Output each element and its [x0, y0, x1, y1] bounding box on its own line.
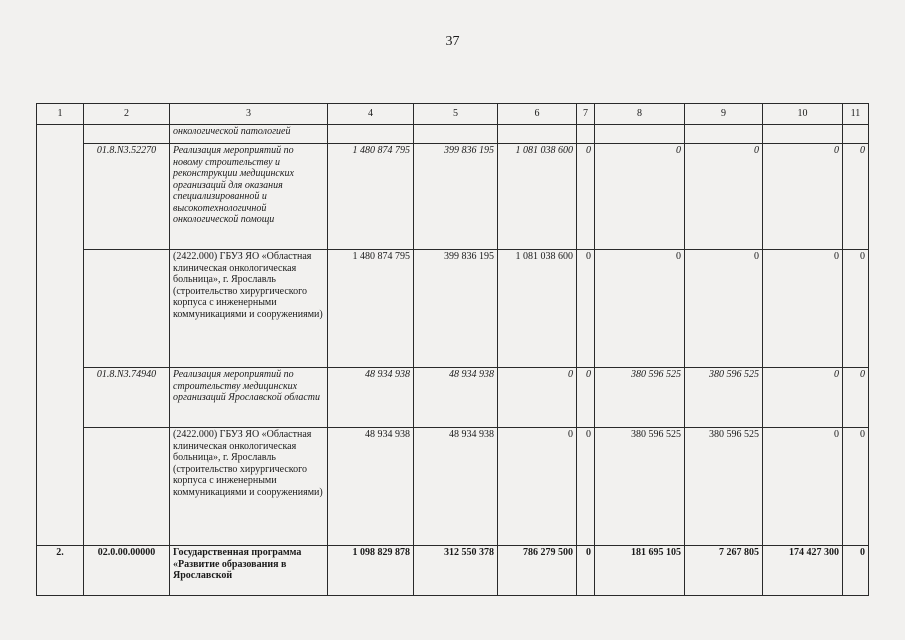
code-cell: 02.0.00.00000: [84, 546, 170, 596]
code-cell: 01.8.N3.74940: [84, 368, 170, 428]
value-cell: [685, 125, 763, 144]
table-row: [37, 428, 869, 546]
value-cell: 48 934 938: [414, 428, 498, 546]
value-cell: 0: [763, 368, 843, 428]
page-number: 37: [445, 34, 460, 49]
name-cell: Государственная программа «Развитие образования в Ярославской: [170, 546, 328, 596]
value-cell: [328, 125, 414, 144]
value-cell: 48 934 938: [328, 368, 414, 428]
code-cell: [84, 428, 170, 546]
value-cell: 1 081 038 600: [498, 144, 577, 250]
table-row: [37, 250, 869, 368]
header-cell: 7: [577, 104, 595, 125]
value-cell: 380 596 525: [595, 368, 685, 428]
header-cell: 3: [170, 104, 328, 125]
value-cell: 0: [577, 250, 595, 368]
header-cell: 2: [84, 104, 170, 125]
value-cell: 0: [685, 144, 763, 250]
value-cell: 1 098 829 878: [328, 546, 414, 596]
value-cell: 0: [577, 428, 595, 546]
value-cell: 181 695 105: [595, 546, 685, 596]
value-cell: 0: [843, 250, 869, 368]
value-cell: [414, 125, 498, 144]
value-cell: 786 279 500: [498, 546, 577, 596]
value-cell: 0: [763, 250, 843, 368]
value-cell: 0: [577, 368, 595, 428]
value-cell: 0: [498, 368, 577, 428]
value-cell: 380 596 525: [685, 428, 763, 546]
name-cell: (2422.000) ГБУЗ ЯО «Областная клиническая онкологическая больница», г. Ярославль (строительство хирургического корпуса с инженерными коммуникациями и сооружениями): [170, 250, 328, 368]
value-cell: 1 480 874 795: [328, 144, 414, 250]
value-cell: 0: [843, 428, 869, 546]
name-cell: (2422.000) ГБУЗ ЯО «Областная клиническая онкологическая больница», г. Ярославль (строительство хирургического корпуса с инженерными коммуникациями и сооружениями): [170, 428, 328, 546]
value-cell: 399 836 195: [414, 144, 498, 250]
value-cell: [843, 125, 869, 144]
header-cell: 4: [328, 104, 414, 125]
budget-table: [36, 103, 869, 596]
value-cell: [577, 125, 595, 144]
value-cell: 0: [595, 250, 685, 368]
value-cell: 380 596 525: [595, 428, 685, 546]
value-cell: 0: [577, 546, 595, 596]
value-cell: 399 836 195: [414, 250, 498, 368]
value-cell: 0: [763, 428, 843, 546]
value-cell: 0: [843, 368, 869, 428]
value-cell: 380 596 525: [685, 368, 763, 428]
name-cell: Реализация мероприятий по новому строительству и реконструкции медицинских организаций для оказания специализированной и высокотехнологичной онкологической помощи: [170, 144, 328, 250]
header-cell: 11: [843, 104, 869, 125]
value-cell: 0: [843, 546, 869, 596]
table-row: [37, 125, 869, 144]
header-cell: 10: [763, 104, 843, 125]
name-cell: онкологической патологией: [170, 125, 328, 144]
value-cell: 0: [763, 144, 843, 250]
value-cell: 0: [685, 250, 763, 368]
value-cell: 0: [577, 144, 595, 250]
code-cell: [84, 125, 170, 144]
table-row: [37, 368, 869, 428]
value-cell: 174 427 300: [763, 546, 843, 596]
value-cell: 0: [498, 428, 577, 546]
header-cell: 5: [414, 104, 498, 125]
number-cell: [37, 125, 84, 546]
code-cell: 01.8.N3.52270: [84, 144, 170, 250]
value-cell: 0: [843, 144, 869, 250]
value-cell: [595, 125, 685, 144]
table-header-row: [37, 104, 869, 125]
value-cell: 48 934 938: [328, 428, 414, 546]
value-cell: 48 934 938: [414, 368, 498, 428]
value-cell: [498, 125, 577, 144]
value-cell: [763, 125, 843, 144]
name-cell: Реализация мероприятий по строительству медицинских организаций Ярославской области: [170, 368, 328, 428]
value-cell: 312 550 378: [414, 546, 498, 596]
header-cell: 6: [498, 104, 577, 125]
table-row: [37, 546, 869, 596]
code-cell: [84, 250, 170, 368]
table-row: [37, 144, 869, 250]
value-cell: 0: [595, 144, 685, 250]
value-cell: 7 267 805: [685, 546, 763, 596]
value-cell: 1 081 038 600: [498, 250, 577, 368]
value-cell: 1 480 874 795: [328, 250, 414, 368]
header-cell: 9: [685, 104, 763, 125]
number-cell: 2.: [37, 546, 84, 596]
header-cell: 1: [37, 104, 84, 125]
header-cell: 8: [595, 104, 685, 125]
